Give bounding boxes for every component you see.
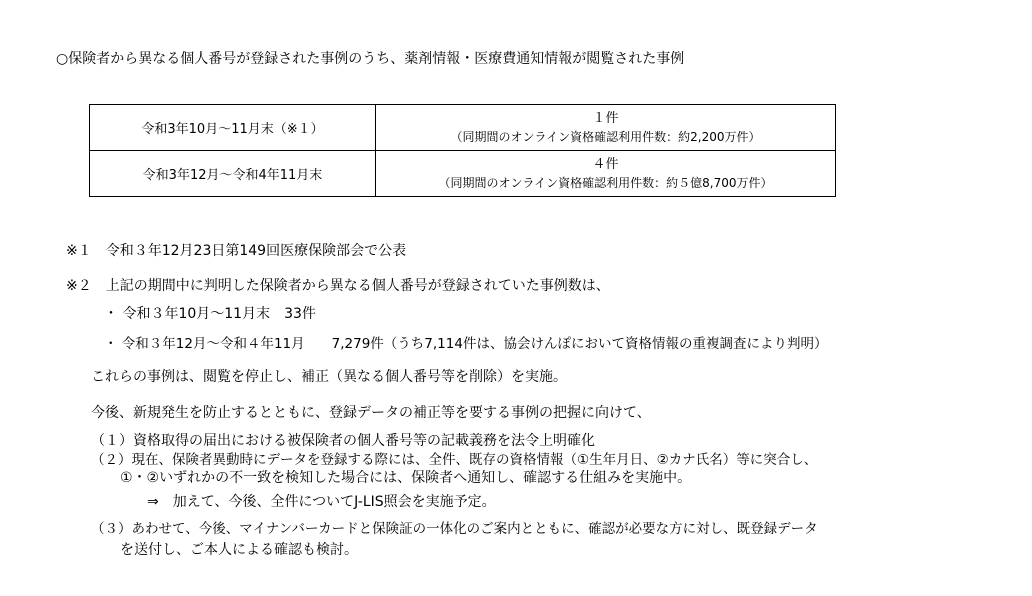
count-value: １件 xyxy=(592,110,619,126)
period-cell: 令和3年12月～令和4年11月末 xyxy=(90,151,376,197)
count-cell xyxy=(376,105,836,151)
count-cell xyxy=(376,151,836,197)
footnote-bullet-2: ・ 令和３年12月～令和４年11月 7,279件（うち7,114件は、協会けんぽにおいて資格情報の重複調査により判明） xyxy=(104,336,828,352)
footnote-2: ※２ 上記の期間中に判明した保険者から異なる個人番号が登録されていた事例数は、 xyxy=(66,278,610,294)
count-value: ４件 xyxy=(592,156,619,172)
measure-3-line-2: を送付し、ご本人による確認も検討。 xyxy=(120,542,358,558)
table-row xyxy=(90,151,836,197)
cases-table xyxy=(89,104,836,197)
measures-intro: 今後、新規発生を防止するとともに、登録データの補正等を要する事例の把握に向けて、 xyxy=(91,405,651,421)
usage-note: （同期間のオンライン資格確認利用件数：約2,200万件） xyxy=(450,129,761,144)
footnote-1: ※１ 令和３年12月23日第149回医療保険部会で公表 xyxy=(66,243,407,259)
footnote-conclusion: これらの事例は、閲覧を停止し、補正（異なる個人番号等を削除）を実施。 xyxy=(91,369,567,385)
section-heading: ○保険者から異なる個人番号が登録された事例のうち、薬剤情報・医療費通知情報が閲覧された事例 xyxy=(56,51,685,67)
measure-2-line-2: ①・②いずれかの不一致を検知した場合には、保険者へ通知し、確認する仕組みを実施中。 xyxy=(120,470,692,486)
footnote-bullet-1: ・ 令和３年10月～11月末 33件 xyxy=(104,306,316,322)
measure-3-line-1: （３）あわせて、今後、マイナンバーカードと保険証の一体化のご案内とともに、確認が必要な方に対し、既登録データ xyxy=(91,521,818,537)
measure-2-line-1: （２）現在、保険者異動時にデータを登録する際には、全件、既存の資格情報（①生年月日、②カナ氏名）等に突合し、 xyxy=(91,452,818,468)
measure-1: （１）資格取得の届出における被保険者の個人番号等の記載義務を法令上明確化 xyxy=(91,433,595,449)
measure-2-line-3: ⇒ 加えて、今後、全件についてJ-LIS照会を実施予定。 xyxy=(147,494,496,510)
usage-note: （同期間のオンライン資格確認利用件数：約５億8,700万件） xyxy=(438,175,773,190)
period-cell: 令和3年10月～11月末（※１） xyxy=(90,105,376,151)
table-row xyxy=(90,105,836,151)
